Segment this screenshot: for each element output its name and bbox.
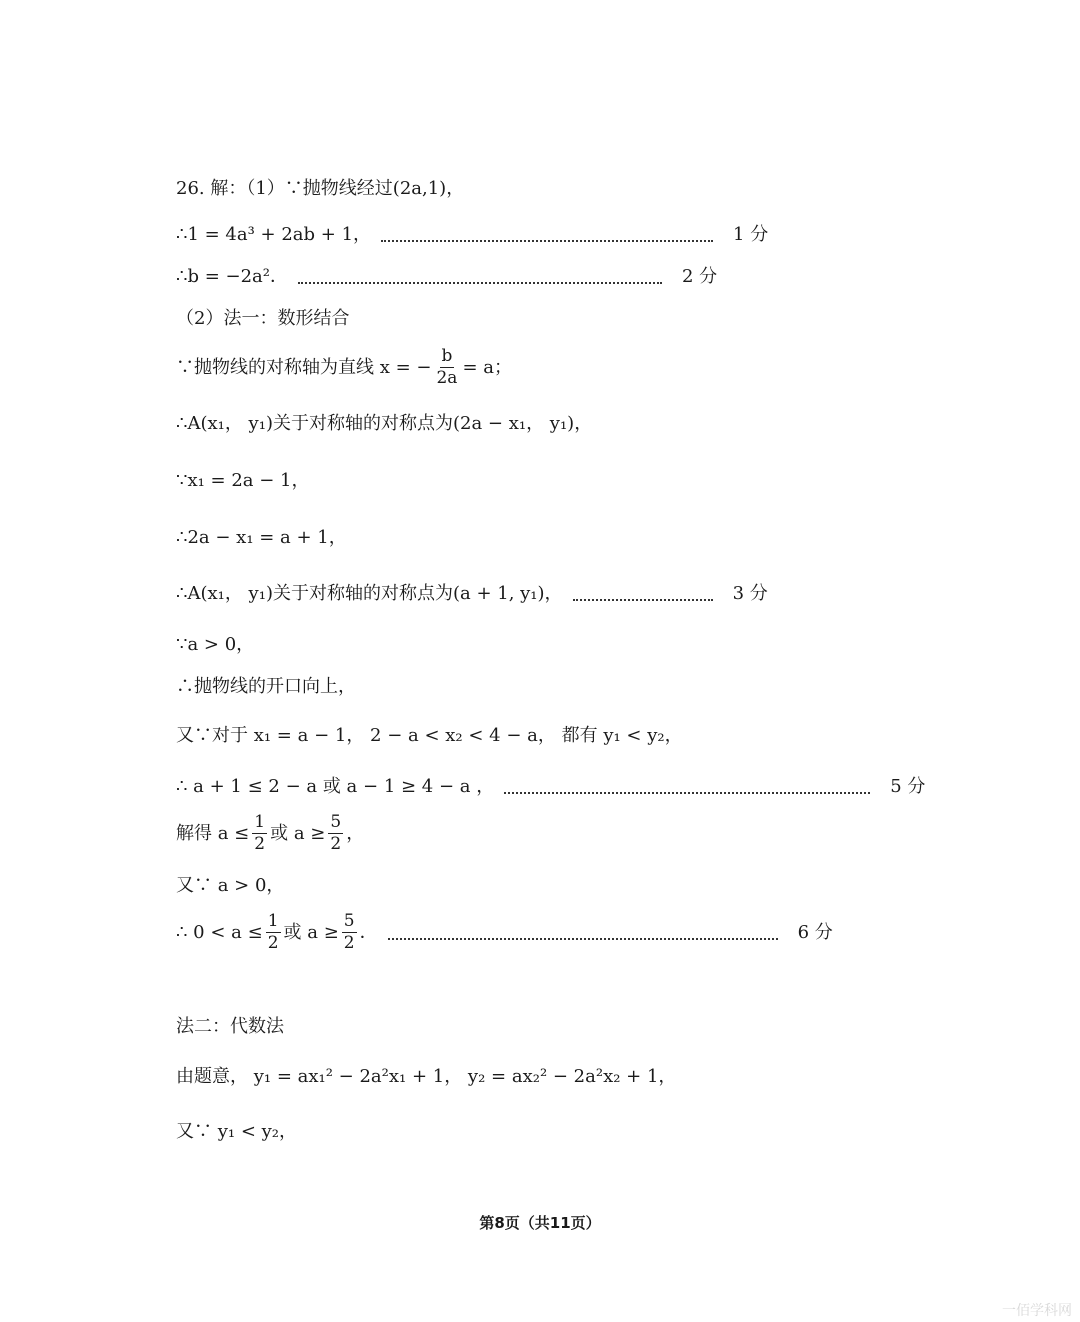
line-text: （2）法一：数形结合 (176, 308, 350, 329)
line-final-range (176, 913, 833, 952)
line-method-two-setup (176, 1068, 676, 1086)
fraction-denominator: 2 (267, 933, 279, 953)
fraction-numerator: 5 (330, 812, 342, 832)
page-footer: 第8页（共11页） (479, 1214, 601, 1232)
fraction-denominator: 2a (436, 368, 458, 388)
line-equation-2 (176, 268, 717, 286)
line-text: 或 a ≥ (283, 921, 339, 943)
line-text: ∴抛物线的开口向上， (176, 676, 356, 697)
score-mark: 5 分 (890, 776, 926, 797)
score-mark: 2 分 (681, 266, 718, 287)
dot-leader (381, 240, 713, 242)
line-symmetric-point-result (176, 585, 768, 603)
line-text: 又∵对于 x₁ = a − 1， 2 − a < x₂ < 4 − a， 都有 y₁ < y₂， (176, 725, 683, 746)
line-text: ∴A(x₁， y₁)关于对称轴的对称点为(2a − x₁， y₁)， (176, 413, 593, 434)
line-2a-minus-x1 (176, 529, 347, 547)
line-text: 法二：代数法 (176, 1016, 284, 1037)
line-text: 又∵ y₁ < y₂， (176, 1121, 298, 1142)
line-text: ∴ a + 1 ≤ 2 − a 或 a − 1 ≥ 4 − a ， (176, 776, 495, 797)
dot-leader (298, 282, 662, 284)
line-problem-26-intro (176, 180, 464, 198)
line-x1-value (176, 472, 310, 490)
line-a-positive (176, 636, 254, 654)
fraction (266, 913, 281, 952)
line-text: ∵x₁ = 2a − 1， (176, 470, 310, 491)
line-text: = a； (462, 356, 512, 378)
fraction (328, 814, 343, 853)
dot-leader (504, 792, 870, 794)
line-inequality (176, 778, 925, 796)
score-mark: 1 分 (733, 224, 769, 245)
dot-leader (388, 938, 778, 940)
score-mark: 6 分 (797, 921, 833, 943)
line-text: ∵a > 0， (176, 634, 255, 655)
line-method-two-heading (176, 1018, 284, 1036)
line-text: ， (346, 822, 365, 844)
line-equation-1 (176, 226, 768, 244)
fraction (434, 348, 459, 387)
fraction-denominator: 2 (343, 933, 355, 953)
watermark: 一佰学科网 (1002, 1303, 1072, 1319)
fraction-denominator: 2 (330, 834, 342, 854)
line-text: ∴ 0 < a ≤ (176, 921, 263, 943)
fraction-denominator: 2 (254, 834, 266, 854)
line-text: 26. 解：（1）∵抛物线经过(2a,1)， (176, 178, 465, 199)
fraction-numerator: b (441, 346, 453, 366)
line-solution (176, 814, 364, 853)
fraction-numerator: 1 (267, 911, 279, 931)
line-condition (176, 727, 683, 745)
line-text: ∵抛物线的对称轴为直线 x = − (176, 356, 432, 378)
dot-leader (573, 599, 713, 601)
line-text: ∴1 = 4a³ + 2ab + 1， (176, 224, 372, 245)
line-method-one-heading (176, 310, 349, 328)
line-text: ∴A(x₁， y₁)关于对称轴的对称点为(a + 1, y₁)， (176, 583, 563, 604)
score-mark: 3 分 (732, 583, 768, 604)
fraction (252, 814, 267, 853)
fraction-numerator: 5 (343, 911, 355, 931)
line-opens-upward (176, 678, 356, 696)
line-axis-of-symmetry (176, 348, 512, 387)
fraction (342, 913, 357, 952)
line-symmetric-point (176, 415, 592, 433)
line-text: ∴2a − x₁ = a + 1， (176, 527, 347, 548)
line-text: ． (359, 921, 378, 943)
line-text: 又∵ a > 0， (176, 875, 285, 896)
line-text: 由题意， y₁ = ax₁² − 2a²x₁ + 1， y₂ = ax₂² − 2a²x₂ + 1， (176, 1066, 677, 1087)
line-y1-less-y2 (176, 1123, 297, 1141)
line-text: 解得 a ≤ (176, 822, 250, 844)
line-text: ∴b = −2a²． (176, 266, 288, 287)
line-text: 或 a ≥ (270, 822, 326, 844)
fraction-numerator: 1 (254, 812, 266, 832)
line-a-positive-again (176, 877, 284, 895)
